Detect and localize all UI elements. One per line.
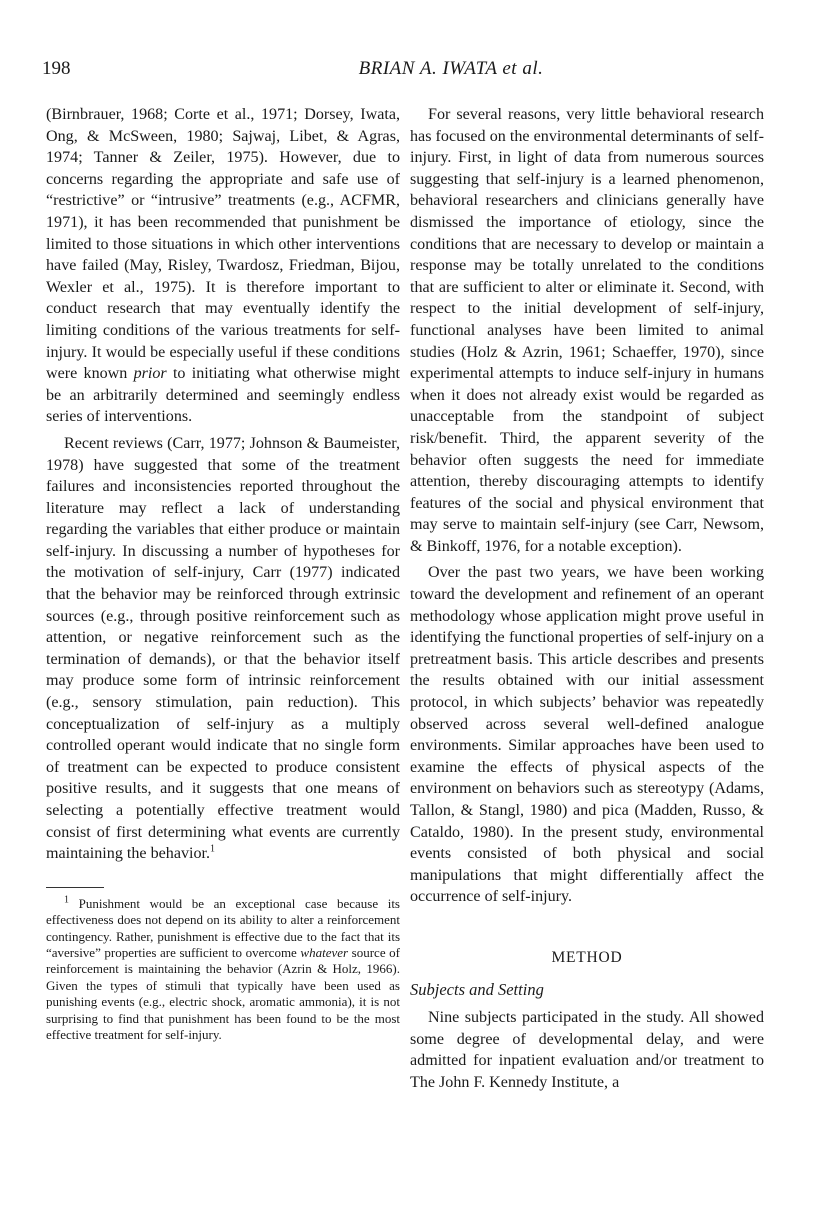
right-column xyxy=(410,104,764,1094)
paragraph-text: (Birnbrauer, 1968; Corte et al., 1971; Dorsey, Iwata, Ong, & McSween, 1980; Sajwaj, Libet, & Agras, 1974; Tanner & Zeiler, 1975). However, due to concerns regarding the appropriate and safe use of “restrictive” or “intrusive” treatments (e.g., ACFMR, 1971), it has been recommended that punishment be limited to those situations in which other interventions have failed (May, Risley, Twardosz, Friedman, Bijou, Wexler et al., 1975). It is therefore important to conduct research that may eventually identify the limiting conditions of the various treatments for self-injury. It would be especially useful if these conditions were known xyxy=(46,106,400,383)
body-paragraph: Nine subjects participated in the study. All showed some degree of developmental delay, and were admitted for inpatient evaluation and/or treatment to The John F. Kennedy Institute, a xyxy=(410,1009,764,1091)
body-paragraph xyxy=(46,433,400,865)
footnote-marker: 1 xyxy=(64,894,69,906)
footnote xyxy=(46,896,400,1044)
left-column xyxy=(46,104,400,1043)
body-paragraph: Over the past two years, we have been working toward the development and refinement of an operant methodology whose application might prove useful in identifying the functional properties of self-injury on a pretreatment basis. This article describes and presents the results obtained with our initial assessment protocol, in which subjects’ behavior was repeatedly observed across several well-defined analogue environments. Similar approaches have been used to examine the effects of physical aspects of the environment on behaviors such as stereotypy (Adams, Tallon, & Stangl, 1980) and pica (Madden, Russo, & Cataldo, 1980). In the present study, environmental events consisted of both physical and social manipulations that might differentially affect the occurrence of self-injury. xyxy=(410,564,764,906)
footnote-text: Punishment would be an exceptional case because its effectiveness does not depend on its ability to alter a reinforcement contingency. Rather, punishment is effective due to the fact that its “aversive” properties are sufficient to overcome xyxy=(46,895,400,960)
emphasis-text: whatever xyxy=(300,945,349,960)
page-header xyxy=(42,54,780,84)
footnote-divider xyxy=(46,887,104,888)
footnote-text: source of reinforcement is maintaining the behavior (Azrin & Holz, 1966). Given the types of stimuli that typically have been used as punishing events (e.g., electric shock, aromatic ammonia), it is not surprising to find that punishment has been found to be the most effective treatment for self-injury. xyxy=(46,945,400,1043)
running-head: BRIAN A. IWATA et al. xyxy=(358,58,544,79)
footnote-reference[interactable]: 1 xyxy=(210,843,216,855)
body-paragraph: For several reasons, very little behavioral research has focused on the environmental determinants of self-injury. First, in light of data from numerous sources suggesting that self-injury is a learned phenomenon, behavioral researchers and clinicians generally have dismissed the importance of etiology, since the conditions that are necessary to develop or maintain a response may be totally unrelated to the conditions that are sufficient to alter or eliminate it. Second, with respect to the initial development of self-injury, functional analyses have been limited to animal studies (Holz & Azrin, 1961; Schaeffer, 1970), since experimental attempts to induce self-injury in humans when it does not already exist would be regarded as unacceptable from the standpoint of subject risk/benefit. Third, the apparent severity of the behavior often suggests the need for immediate attention, thereby discouraging attempts to identify features of the social and physical environment that may serve to maintain self-injury (see Carr, Newsom, & Binkoff, 1976, for a notable exception). xyxy=(410,106,764,555)
emphasis-text: prior xyxy=(133,365,167,383)
section-heading: METHOD xyxy=(551,948,623,966)
body-paragraph xyxy=(46,104,400,428)
paragraph-text: Recent reviews (Carr, 1977; Johnson & Baumeister, 1978) have suggested that some of the treatment failures and inconsistencies reported throughout the literature may reflect a lack of understanding regarding the variables that either produce or maintain self-injury. In discussing a number of hypotheses for the motivation of self-injury, Carr (1977) indicated that the behavior may be reinforced through extrinsic sources (e.g., through positive reinforcement such as attention, or negative reinforcement such as the termination of demands), or that the behavior itself may produce some form of intrinsic reinforcement (e.g., sensory stimulation, pain reduction). This conceptualization of self-injury as a multiply controlled operant would indicate that no single form of treatment can be expected to produce consistent positive results, and it suggests that one means of selecting a potentially effective treatment would consist of first determining what events are currently maintaining the behavior. xyxy=(46,434,400,863)
paragraph-text: to initiating what otherwise might be an arbitrarily determined and seemingly endless series of interventions. xyxy=(46,365,401,426)
subsection-heading: Subjects and Setting xyxy=(410,979,544,999)
page-number: 198 xyxy=(42,58,71,79)
